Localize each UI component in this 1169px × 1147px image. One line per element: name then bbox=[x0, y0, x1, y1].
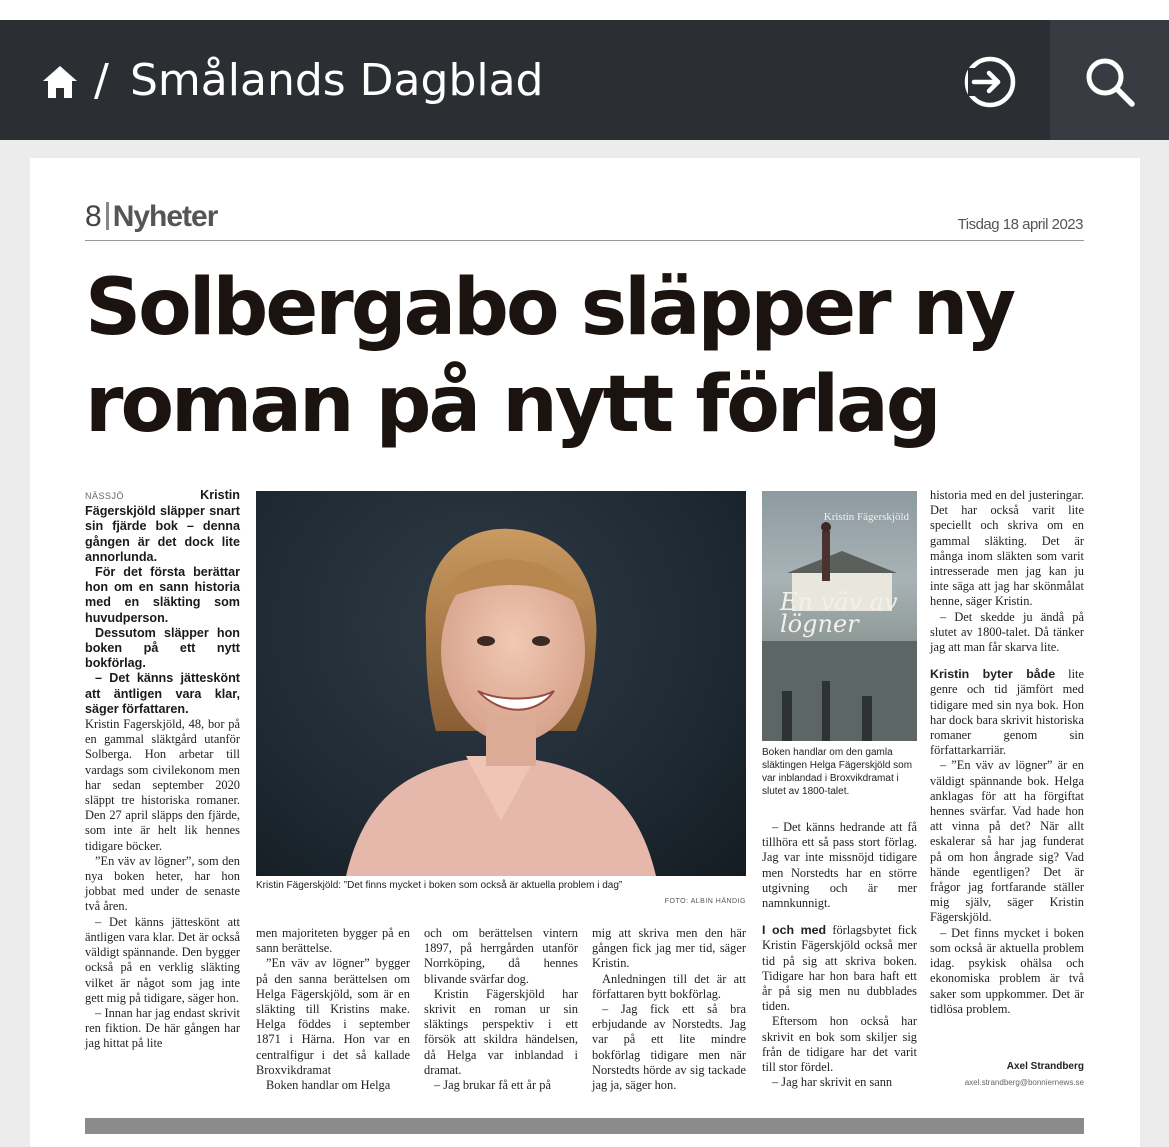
search-icon bbox=[1082, 54, 1138, 110]
header-divider bbox=[106, 202, 109, 230]
login-icon[interactable] bbox=[960, 54, 1020, 110]
body-paragraph: – Jag fick ett så bra erbjudande av Norstedts. Jag var på ett lite mindre bokförlag tidigare men när Norstedts hörde av sig tackade jag ja, säger hon. bbox=[592, 1002, 746, 1093]
body-paragraph: lite genre och tid jämfört med tidigare med sin nya bok. Hon har dock bara skrivit historiska romaner genom sin författarkarriär. bbox=[930, 667, 1084, 758]
body-paragraph: historia med en del justeringar. Det har också varit lite speciellt och skriva om en gammal släkting. Det är många inom släkten som varit intresserade men jag kan ju inte säga att jag har skönmålat henne, säger Kristin. bbox=[930, 488, 1084, 609]
lead-paragraph: För det första berättar hon om en sann historia med en släkting som huvudperson. bbox=[85, 565, 240, 625]
section-name: Nyheter bbox=[112, 200, 218, 233]
body-paragraph: Eftersom hon också har skrivit en bok som skiljer sig från de tidigare har det varit till stor fördel. bbox=[762, 1014, 917, 1075]
crosshead: Kristin byter både bbox=[930, 667, 1056, 682]
body-paragraph: Boken handlar om Helga bbox=[266, 1078, 391, 1093]
body-paragraph: – Innan har jag endast skrivit ren fiktion. De här gången har jag hittat på lite bbox=[85, 1005, 240, 1051]
page-number: 8 bbox=[85, 200, 102, 233]
top-strip bbox=[0, 0, 1169, 20]
book-caption: Boken handlar om den gamla släktingen Helga Fägerskjöld som var inblandad i Broxvikdramat i slutet av 1800-talet. bbox=[762, 747, 913, 797]
body-paragraph: Kristin Fagerskjöld, 48, bor på en gammal släktgård utanför Solberga. Hon arbetar till vardags som civilekonom men har sedan september 2020 släppt tre historiska romaner. Den 27 april släpps den fjärde, som inte är helt lik hennes tidigare böcker. bbox=[85, 717, 240, 853]
body-paragraph: – Det finns mycket i boken som också är aktuella problem idag. psykisk ohälsa och ekonomiska problem är två saker som uppkommer. Det är tidlösa problem. bbox=[930, 925, 1084, 1016]
article-headline: Solbergabo släpper ny roman på nytt förlag bbox=[85, 263, 1014, 450]
body-paragraph: – ”En väv av lögner” är en väldigt spännande bok. Helga anklagas för att ha förgiftat hennes svärfar. Vad hade hon att vinna på det? När allt eskalerar så har jag funderat på om hon ångrade sig? Vad hände egentligen? Det är frågor jag fortfarande ställer mig själv, säger Kristin Fägerskjöld. bbox=[930, 758, 1084, 925]
breadcrumb-separator: / bbox=[94, 55, 109, 106]
author-photo bbox=[256, 491, 746, 876]
column-3 bbox=[424, 926, 578, 1093]
author-email: axel.strandberg@bonniernews.se bbox=[964, 1078, 1084, 1087]
body-paragraph: – Det känns jätteskönt att äntligen vara klar. Det är också väldigt spännande. Den bygger också på en verklig släkting vilket är något som jag inte gett mig på tidigare, säger hon. bbox=[85, 914, 240, 1005]
body-paragraph: – Det skedde ju ändå på slutet av 1800-talet. Då tänker jag att man får skarva lite. bbox=[930, 609, 1084, 655]
lead-paragraph: – Det känns jätteskönt att äntligen vara klar, säger författaren. bbox=[85, 671, 240, 716]
crosshead-paragraph bbox=[930, 667, 1084, 758]
column-4 bbox=[592, 926, 746, 1093]
crosshead: I och med bbox=[762, 923, 827, 938]
body-paragraph: – Jag har skrivit en sann bbox=[772, 1075, 893, 1090]
lead-paragraph: Dessutom släpper hon boken på ett nytt bokförlag. bbox=[85, 625, 240, 671]
body-paragraph: och om berättelsen vintern 1897, på herrgården utanför Norrköping, då hennes blivande svärfar dog. bbox=[424, 926, 578, 986]
body-paragraph: Anledningen till det är att författaren bytt bokförlag. bbox=[592, 971, 746, 1001]
header-rule bbox=[85, 240, 1084, 241]
lead-paragraph: Kristin Fägerskjöld släpper snart sin fjärde bok – denna gången är det dock lite annorlunda. bbox=[85, 488, 240, 564]
column-1 bbox=[85, 488, 240, 1052]
page-header bbox=[85, 200, 217, 234]
body-paragraph: – Det känns hedrande att få tillhöra ett så pass stort förlag. Jag var inte missnöjd tidigare men Norstedts har en större utgivning och är mer namnkunnigt. bbox=[762, 820, 917, 911]
navbar bbox=[0, 20, 1169, 140]
publication-title[interactable]: Smålands Dagblad bbox=[130, 55, 544, 106]
page-bottom-bar bbox=[85, 1118, 1084, 1134]
newspaper-page bbox=[30, 158, 1140, 1147]
book-author: Kristin Fägerskjöld bbox=[823, 511, 909, 523]
body-paragraph: förlagsbytet fick Kristin Fägerskjöld också mer tid på sig att skriva boken. Tidigare har hon bara haft ett år på sig men nu dubblades tiden. bbox=[762, 923, 917, 1014]
body-paragraph: mig att skriva men den här gången fick jag mer tid, säger Kristin. bbox=[592, 926, 746, 971]
body-paragraph: ”En väv av lögner” bygger på den sanna berättelsen om Helga Fägerskjöld, som är en släkting till Kristins make. Helga föddes i september 1871 i Härna. Hon var en centralfigur i det så kallade Broxvikdramat bbox=[256, 956, 410, 1077]
home-icon[interactable] bbox=[40, 62, 80, 102]
column-5 bbox=[762, 820, 917, 1090]
column-2 bbox=[256, 926, 410, 1093]
column-6 bbox=[930, 488, 1084, 1017]
body-paragraph: – Jag brukar få ett år på bbox=[434, 1078, 551, 1093]
article-lead bbox=[85, 488, 240, 717]
body-paragraph: ”En väv av lögner”, som den nya boken heter, har hon jobbat med under de senaste två åren. bbox=[85, 853, 240, 914]
body-paragraph: Kristin Fägerskjöld har skrivit en roman ur sin släktings perspektiv i ett försök att skildra händelsen, då Helga var inblandad i dramat. bbox=[424, 986, 578, 1077]
dateline: NÄSSJÖ bbox=[85, 491, 125, 501]
photo-caption: Kristin Fägerskjöld: ”Det finns mycket i boken som också är aktuella problem i dag” bbox=[256, 880, 623, 891]
book-title: En väv av lögner bbox=[780, 588, 898, 638]
body-paragraph: men majoriteten bygger på en sann berättelse. bbox=[256, 926, 410, 956]
photo-credit: FOTO: ALBIN HÄNDIG bbox=[664, 898, 746, 905]
book-cover bbox=[762, 491, 917, 741]
crosshead-paragraph bbox=[762, 923, 917, 1014]
author-byline: Axel Strandberg bbox=[1006, 1061, 1084, 1072]
search-button[interactable] bbox=[1050, 20, 1169, 140]
issue-date: Tisdag 18 april 2023 bbox=[957, 216, 1083, 233]
